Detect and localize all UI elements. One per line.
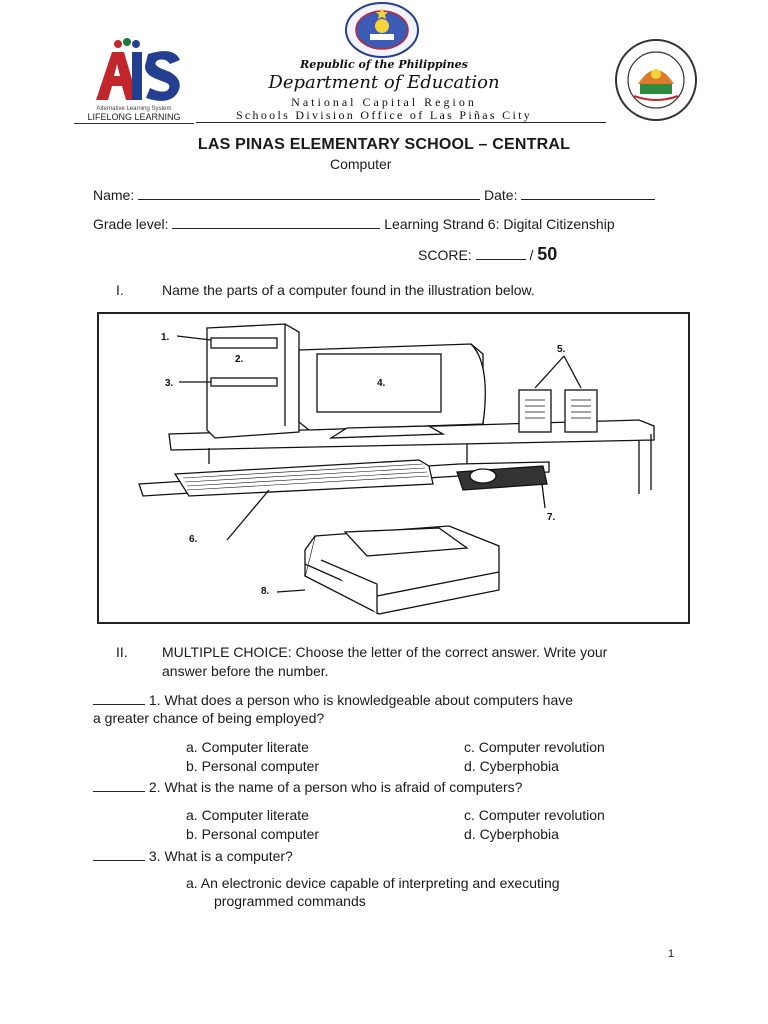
q3-choice-a-continued: programmed commands <box>214 893 366 909</box>
figure-label-8: 8. <box>261 586 270 597</box>
figure-label-5: 5. <box>557 344 566 355</box>
q2-choice-a: a. Computer literate <box>186 807 309 823</box>
question-1-line2: a greater chance of being employed? <box>93 710 325 726</box>
als-subtitle: Alternative Learning System <box>96 106 172 112</box>
question-2 <box>93 777 522 797</box>
part2-numeral: II. <box>116 644 128 660</box>
name-date-row <box>93 185 655 203</box>
grade-label: Grade level: <box>93 216 169 232</box>
part2-instruction-line2: answer before the number. <box>162 663 329 679</box>
answer-blank-3[interactable] <box>93 846 145 861</box>
part1-numeral: I. <box>116 282 124 298</box>
figure-label-2: 2. <box>235 354 244 365</box>
part1-instruction: Name the parts of a computer found in the illustration below. <box>162 282 535 298</box>
grade-blank[interactable] <box>172 214 380 229</box>
answer-blank-1[interactable] <box>93 690 145 705</box>
q3-choice-a: a. An electronic device capable of interpreting and executing <box>186 875 560 891</box>
question-3-text: 3. What is a computer? <box>148 848 293 864</box>
q1-choice-c: c. Computer revolution <box>464 739 605 755</box>
deped-seal <box>344 2 420 58</box>
region-text: National Capital Region <box>291 95 477 109</box>
figure-label-1: 1. <box>161 332 170 343</box>
figure-label-4: 4. <box>377 378 386 389</box>
name-blank[interactable] <box>138 185 480 200</box>
computer-parts-illustration <box>97 312 690 624</box>
school-name: LAS PINAS ELEMENTARY SCHOOL – CENTRAL <box>197 136 571 153</box>
question-1 <box>93 690 573 710</box>
header-divider <box>196 122 606 123</box>
q1-choice-b: b. Personal computer <box>186 758 320 774</box>
name-label: Name: <box>93 187 135 203</box>
q1-choice-a: a. Computer literate <box>186 739 309 755</box>
question-3 <box>93 846 293 866</box>
als-tagline: LIFELONG LEARNING <box>74 112 194 124</box>
deped-seal-graphic <box>344 2 420 58</box>
subject-title: Computer <box>330 156 392 172</box>
question-1-text: 1. What does a person who is knowledgeable about computers have <box>148 692 574 708</box>
q2-choice-b: b. Personal computer <box>186 826 320 842</box>
q1-choice-d: d. Cyberphobia <box>464 758 559 774</box>
figure-label-7: 7. <box>547 512 556 523</box>
department-text: Department of Education <box>268 72 500 93</box>
figure-label-6: 6. <box>189 534 198 545</box>
score-row <box>418 244 557 265</box>
score-blank[interactable] <box>476 245 526 260</box>
score-total: 50 <box>537 244 558 264</box>
date-blank[interactable] <box>521 185 655 200</box>
figure-label-3: 3. <box>165 378 174 389</box>
score-slash: / <box>529 247 534 263</box>
page-number: 1 <box>668 948 675 960</box>
q2-choice-d: d. Cyberphobia <box>464 826 559 842</box>
date-label: Date: <box>484 187 518 203</box>
republic-text: Republic of the Philippines <box>300 58 468 71</box>
computer-illustration-graphic <box>99 314 688 622</box>
q2-choice-c: c. Computer revolution <box>464 807 605 823</box>
question-2-text: 2. What is the name of a person who is afraid of computers? <box>148 779 523 795</box>
part2-instruction-line1: MULTIPLE CHOICE: Choose the letter of the correct answer. Write your <box>162 644 608 660</box>
score-label: SCORE: <box>418 247 472 263</box>
answer-blank-2[interactable] <box>93 777 145 792</box>
division-text: Schools Division Office of Las Piñas City <box>235 108 533 122</box>
strand-label: Learning Strand 6: Digital Citizenship <box>384 216 615 232</box>
grade-strand-row <box>93 214 615 232</box>
